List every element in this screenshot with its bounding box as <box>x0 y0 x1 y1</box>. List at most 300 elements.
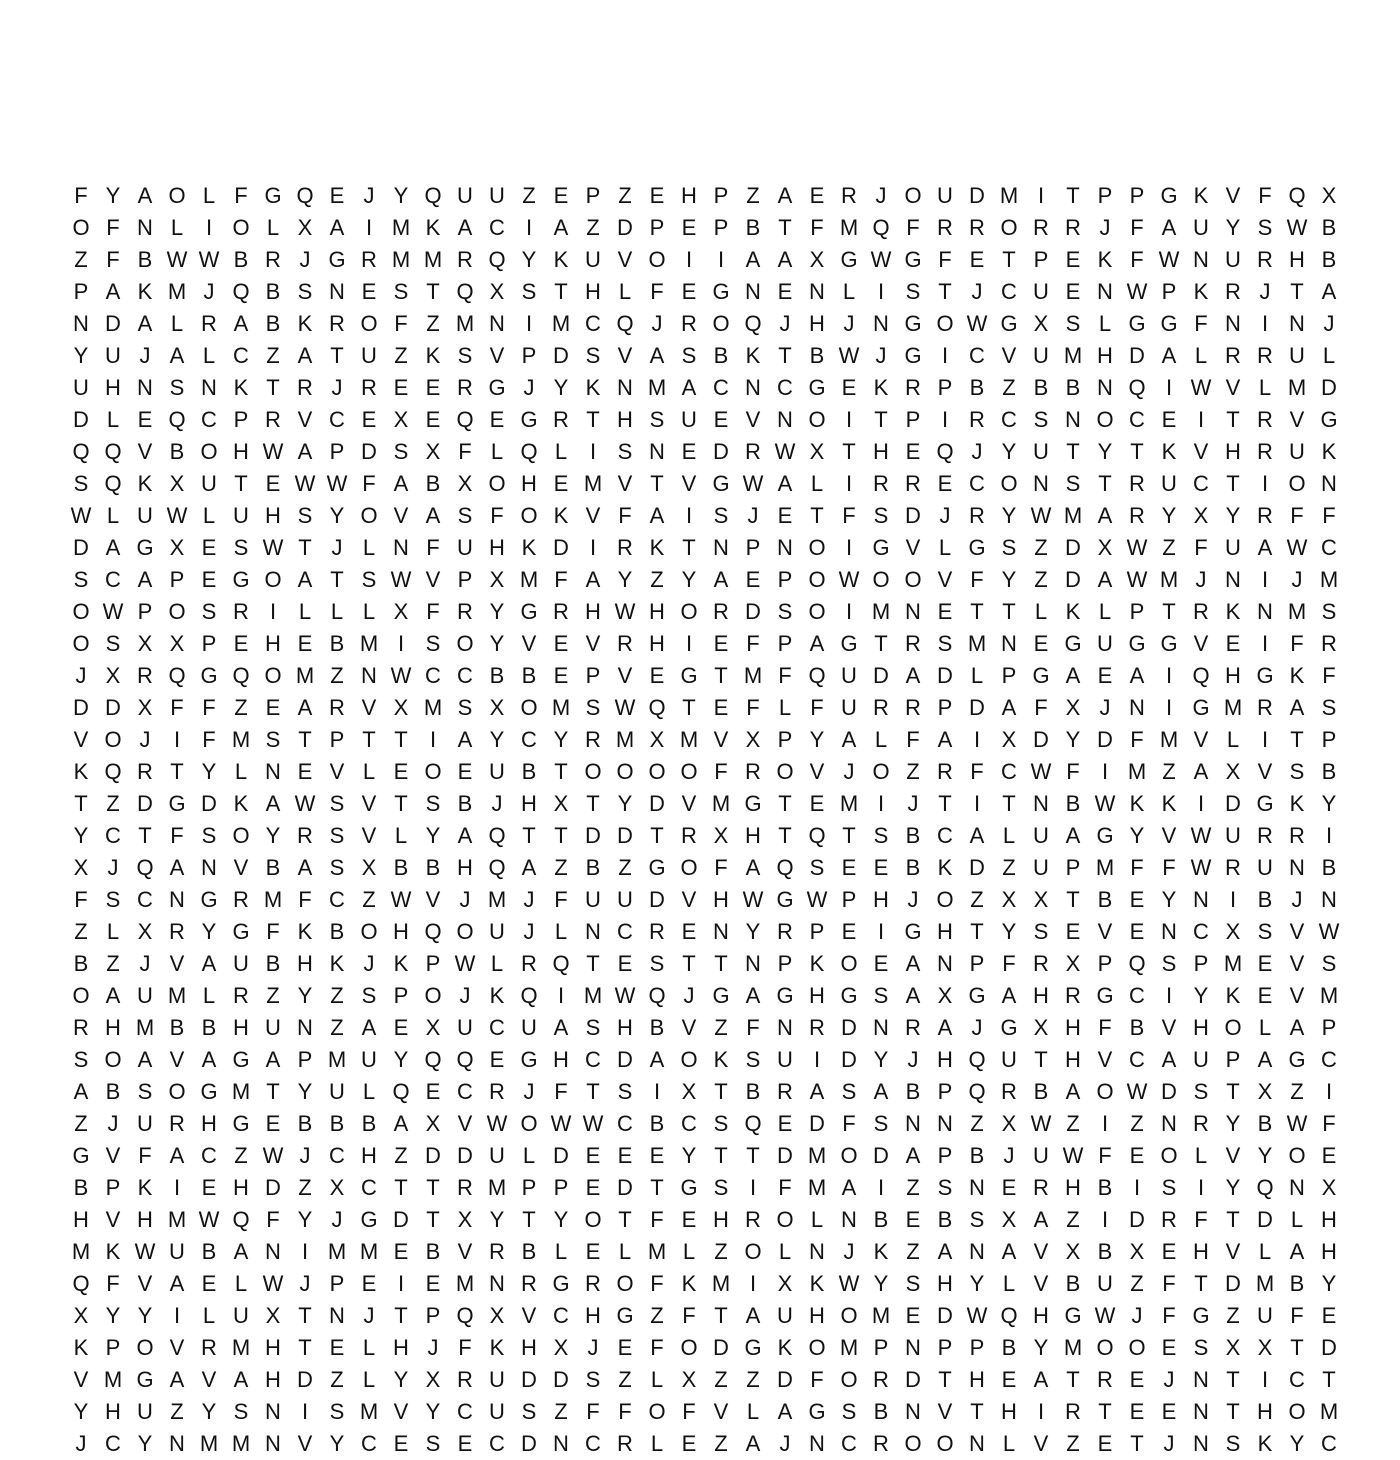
letter-cell[interactable]: J <box>139 951 151 976</box>
letter-cell[interactable]: R <box>1321 631 1337 656</box>
letter-cell[interactable]: L <box>202 983 216 1008</box>
letter-cell[interactable]: B <box>1257 887 1273 912</box>
letter-cell[interactable]: O <box>360 503 378 528</box>
letter-cell[interactable]: E <box>937 599 953 624</box>
letter-cell[interactable]: A <box>457 215 473 240</box>
letter-cell[interactable]: R <box>1001 1079 1017 1104</box>
letter-cell[interactable]: S <box>873 823 889 848</box>
letter-cell[interactable]: I <box>365 215 373 240</box>
letter-cell[interactable]: T <box>1130 1431 1144 1456</box>
letter-cell[interactable]: D <box>873 663 889 688</box>
letter-cell[interactable]: L <box>1098 311 1112 336</box>
letter-cell[interactable]: G <box>328 247 346 272</box>
letter-cell[interactable]: M <box>647 1239 667 1264</box>
letter-cell[interactable]: B <box>361 1111 377 1136</box>
letter-cell[interactable]: X <box>1001 727 1017 752</box>
letter-cell[interactable]: G <box>168 791 186 816</box>
letter-cell[interactable]: G <box>808 375 826 400</box>
letter-cell[interactable]: O <box>936 887 954 912</box>
letter-cell[interactable]: R <box>1257 343 1273 368</box>
letter-cell[interactable]: H <box>809 1303 825 1328</box>
letter-cell[interactable]: L <box>362 759 376 784</box>
letter-cell[interactable]: Y <box>425 1399 441 1424</box>
letter-cell[interactable]: J <box>1259 279 1271 304</box>
letter-cell[interactable]: Z <box>426 311 440 336</box>
letter-cell[interactable]: I <box>173 1303 181 1328</box>
letter-cell[interactable]: K <box>937 855 953 880</box>
letter-cell[interactable]: D <box>809 1111 825 1136</box>
letter-cell[interactable]: A <box>553 1015 569 1040</box>
letter-cell[interactable]: R <box>1129 503 1145 528</box>
letter-cell[interactable]: O <box>712 311 730 336</box>
letter-cell[interactable]: Z <box>554 1399 568 1424</box>
letter-cell[interactable]: L <box>522 1143 536 1168</box>
letter-cell[interactable]: F <box>362 471 376 496</box>
letter-cell[interactable]: Y <box>297 1207 313 1232</box>
letter-cell[interactable]: N <box>489 1271 505 1296</box>
letter-cell[interactable]: A <box>905 983 921 1008</box>
letter-cell[interactable]: Z <box>906 1175 920 1200</box>
letter-cell[interactable]: V <box>1001 343 1017 368</box>
letter-cell[interactable]: I <box>941 407 949 432</box>
letter-cell[interactable]: X <box>265 1303 281 1328</box>
letter-cell[interactable]: A <box>1321 279 1337 304</box>
letter-cell[interactable]: W <box>742 471 764 496</box>
letter-cell[interactable]: A <box>1289 695 1305 720</box>
letter-cell[interactable]: C <box>1321 535 1337 560</box>
letter-cell[interactable]: H <box>617 407 633 432</box>
letter-cell[interactable]: O <box>72 983 90 1008</box>
letter-cell[interactable]: A <box>745 983 761 1008</box>
letter-cell[interactable]: S <box>585 1367 601 1392</box>
letter-cell[interactable]: D <box>73 695 89 720</box>
letter-cell[interactable]: V <box>1193 727 1209 752</box>
letter-cell[interactable]: V <box>1289 983 1305 1008</box>
letter-cell[interactable]: A <box>1257 1047 1273 1072</box>
letter-cell[interactable]: Z <box>970 1111 984 1136</box>
letter-cell[interactable]: E <box>1161 1399 1177 1424</box>
letter-cell[interactable]: S <box>905 279 921 304</box>
letter-cell[interactable]: X <box>73 855 89 880</box>
letter-cell[interactable]: V <box>73 1367 89 1392</box>
letter-cell[interactable]: Z <box>266 343 280 368</box>
letter-cell[interactable]: Z <box>554 855 568 880</box>
letter-cell[interactable]: F <box>298 887 312 912</box>
letter-cell[interactable]: B <box>809 343 825 368</box>
letter-cell[interactable]: A <box>841 1175 857 1200</box>
letter-cell[interactable]: L <box>554 1239 568 1264</box>
letter-cell[interactable]: S <box>1193 1335 1209 1360</box>
letter-cell[interactable]: E <box>905 1207 921 1232</box>
letter-cell[interactable]: Q <box>232 1207 250 1232</box>
letter-cell[interactable]: C <box>457 663 473 688</box>
letter-cell[interactable]: S <box>745 1047 761 1072</box>
letter-cell[interactable]: P <box>937 695 953 720</box>
letter-cell[interactable]: I <box>1165 663 1173 688</box>
letter-cell[interactable]: N <box>745 279 761 304</box>
letter-cell[interactable]: G <box>1160 631 1178 656</box>
letter-cell[interactable]: U <box>457 535 473 560</box>
letter-cell[interactable]: F <box>842 503 856 528</box>
letter-cell[interactable]: S <box>841 1399 857 1424</box>
letter-cell[interactable]: V <box>201 1367 217 1392</box>
letter-cell[interactable]: D <box>201 791 217 816</box>
letter-cell[interactable]: W <box>838 1271 860 1296</box>
letter-cell[interactable]: V <box>521 631 537 656</box>
letter-cell[interactable]: V <box>617 343 633 368</box>
letter-cell[interactable]: T <box>778 823 792 848</box>
letter-cell[interactable]: J <box>491 791 503 816</box>
letter-cell[interactable]: O <box>808 599 826 624</box>
letter-cell[interactable]: B <box>393 855 409 880</box>
letter-cell[interactable]: R <box>361 375 377 400</box>
letter-cell[interactable]: X <box>393 599 409 624</box>
letter-cell[interactable]: L <box>362 535 376 560</box>
letter-cell[interactable]: B <box>873 1399 889 1424</box>
letter-cell[interactable]: B <box>201 1015 217 1040</box>
letter-cell[interactable]: M <box>359 1239 379 1264</box>
letter-cell[interactable]: D <box>553 1143 569 1168</box>
letter-cell[interactable]: R <box>297 823 313 848</box>
letter-cell[interactable]: S <box>1321 951 1337 976</box>
letter-cell[interactable]: S <box>297 503 313 528</box>
letter-cell[interactable]: Q <box>456 1303 474 1328</box>
letter-cell[interactable]: R <box>1257 503 1273 528</box>
letter-cell[interactable]: D <box>649 791 665 816</box>
letter-cell[interactable]: T <box>1226 471 1240 496</box>
letter-cell[interactable]: E <box>1001 1175 1017 1200</box>
letter-cell[interactable]: O <box>936 1431 954 1456</box>
letter-cell[interactable]: V <box>681 791 697 816</box>
letter-cell[interactable]: R <box>1097 1367 1113 1392</box>
letter-cell[interactable]: K <box>425 215 441 240</box>
letter-cell[interactable]: M <box>583 983 603 1008</box>
letter-cell[interactable]: A <box>169 343 185 368</box>
letter-cell[interactable]: B <box>905 1079 921 1104</box>
letter-cell[interactable]: R <box>1257 407 1273 432</box>
letter-cell[interactable]: E <box>969 247 985 272</box>
letter-cell[interactable]: X <box>809 439 825 464</box>
letter-cell[interactable]: Y <box>1225 503 1241 528</box>
letter-cell[interactable]: J <box>779 1431 791 1456</box>
letter-cell[interactable]: A <box>297 343 313 368</box>
letter-cell[interactable]: X <box>649 727 665 752</box>
letter-cell[interactable]: D <box>873 1143 889 1168</box>
letter-cell[interactable]: E <box>457 759 473 784</box>
letter-cell[interactable]: G <box>840 631 858 656</box>
letter-cell[interactable]: X <box>489 695 505 720</box>
letter-cell[interactable]: K <box>1193 279 1209 304</box>
letter-cell[interactable]: O <box>168 183 186 208</box>
letter-cell[interactable]: Y <box>1001 503 1017 528</box>
letter-cell[interactable]: T <box>426 1207 440 1232</box>
letter-cell[interactable]: O <box>808 407 826 432</box>
letter-cell[interactable]: S <box>1321 599 1337 624</box>
letter-cell[interactable]: I <box>1101 1207 1109 1232</box>
letter-cell[interactable]: E <box>1321 1303 1337 1328</box>
letter-cell[interactable]: E <box>937 471 953 496</box>
letter-cell[interactable]: V <box>105 1143 121 1168</box>
letter-cell[interactable]: A <box>1065 823 1081 848</box>
letter-cell[interactable]: W <box>326 471 348 496</box>
letter-cell[interactable]: H <box>1321 1207 1337 1232</box>
letter-cell[interactable]: D <box>1129 343 1145 368</box>
letter-cell[interactable]: I <box>173 1175 181 1200</box>
letter-cell[interactable]: U <box>1193 1047 1209 1072</box>
letter-cell[interactable]: O <box>648 759 666 784</box>
letter-cell[interactable]: T <box>266 375 280 400</box>
letter-cell[interactable]: E <box>713 407 729 432</box>
letter-cell[interactable]: R <box>489 1239 505 1264</box>
letter-cell[interactable]: A <box>1129 663 1145 688</box>
letter-cell[interactable]: W <box>1062 1143 1084 1168</box>
letter-cell[interactable]: T <box>330 567 344 592</box>
letter-cell[interactable]: M <box>1063 503 1083 528</box>
letter-cell[interactable]: H <box>105 1399 121 1424</box>
letter-cell[interactable]: C <box>1193 919 1209 944</box>
letter-cell[interactable]: E <box>809 183 825 208</box>
letter-cell[interactable]: E <box>1225 631 1241 656</box>
letter-cell[interactable]: C <box>329 1143 345 1168</box>
letter-cell[interactable]: H <box>585 1303 601 1328</box>
letter-cell[interactable]: R <box>1033 215 1049 240</box>
letter-cell[interactable]: E <box>201 1175 217 1200</box>
letter-cell[interactable]: D <box>617 1047 633 1072</box>
letter-cell[interactable]: B <box>329 1111 345 1136</box>
letter-cell[interactable]: K <box>425 343 441 368</box>
letter-cell[interactable]: Z <box>1130 1111 1144 1136</box>
letter-cell[interactable]: W <box>166 247 188 272</box>
letter-cell[interactable]: N <box>1193 887 1209 912</box>
letter-cell[interactable]: A <box>105 535 121 560</box>
letter-cell[interactable]: F <box>906 727 920 752</box>
letter-cell[interactable]: U <box>489 1399 505 1424</box>
letter-cell[interactable]: P <box>1321 1015 1337 1040</box>
letter-cell[interactable]: H <box>265 1335 281 1360</box>
letter-cell[interactable]: S <box>521 1399 537 1424</box>
letter-cell[interactable]: J <box>203 279 215 304</box>
letter-cell[interactable]: S <box>681 343 697 368</box>
letter-cell[interactable]: F <box>1130 855 1144 880</box>
letter-cell[interactable]: P <box>297 1047 313 1072</box>
letter-cell[interactable]: Q <box>808 823 826 848</box>
letter-cell[interactable]: R <box>1065 983 1081 1008</box>
letter-cell[interactable]: I <box>397 1271 405 1296</box>
letter-cell[interactable]: J <box>299 247 311 272</box>
letter-cell[interactable]: M <box>551 311 571 336</box>
letter-cell[interactable]: E <box>777 1111 793 1136</box>
letter-cell[interactable]: J <box>939 503 951 528</box>
letter-cell[interactable]: P <box>1161 279 1177 304</box>
letter-cell[interactable]: V <box>457 1239 473 1264</box>
letter-cell[interactable]: V <box>1257 759 1273 784</box>
letter-cell[interactable]: J <box>971 1015 983 1040</box>
letter-cell[interactable]: F <box>202 695 216 720</box>
letter-cell[interactable]: G <box>520 1047 538 1072</box>
letter-cell[interactable]: N <box>1193 1431 1209 1456</box>
letter-cell[interactable]: U <box>361 1047 377 1072</box>
letter-cell[interactable]: F <box>1130 247 1144 272</box>
letter-cell[interactable]: H <box>265 631 281 656</box>
letter-cell[interactable]: E <box>425 407 441 432</box>
letter-cell[interactable]: V <box>1289 919 1305 944</box>
letter-cell[interactable]: A <box>297 855 313 880</box>
letter-cell[interactable]: A <box>1161 1047 1177 1072</box>
letter-cell[interactable]: S <box>329 791 345 816</box>
letter-cell[interactable]: N <box>169 1431 185 1456</box>
letter-cell[interactable]: X <box>393 695 409 720</box>
letter-cell[interactable]: P <box>777 951 793 976</box>
letter-cell[interactable]: E <box>905 439 921 464</box>
letter-cell[interactable]: A <box>1033 1207 1049 1232</box>
letter-cell[interactable]: B <box>1129 1015 1145 1040</box>
letter-cell[interactable]: T <box>554 823 568 848</box>
letter-cell[interactable]: R <box>1065 215 1081 240</box>
letter-cell[interactable]: F <box>1098 1143 1112 1168</box>
letter-cell[interactable]: K <box>585 375 601 400</box>
letter-cell[interactable]: L <box>1258 375 1272 400</box>
letter-cell[interactable]: H <box>457 855 473 880</box>
letter-cell[interactable]: E <box>553 631 569 656</box>
letter-cell[interactable]: V <box>233 855 249 880</box>
letter-cell[interactable]: Q <box>72 1271 90 1296</box>
letter-cell[interactable]: D <box>841 1015 857 1040</box>
letter-cell[interactable]: U <box>489 759 505 784</box>
letter-cell[interactable]: G <box>968 535 986 560</box>
letter-cell[interactable]: A <box>233 1367 249 1392</box>
letter-cell[interactable]: O <box>520 503 538 528</box>
letter-cell[interactable]: T <box>1226 407 1240 432</box>
letter-cell[interactable]: S <box>713 1175 729 1200</box>
letter-cell[interactable]: I <box>429 727 437 752</box>
letter-cell[interactable]: X <box>425 1015 441 1040</box>
letter-cell[interactable]: F <box>970 759 984 784</box>
letter-cell[interactable]: L <box>330 599 344 624</box>
letter-cell[interactable]: X <box>553 1335 569 1360</box>
letter-cell[interactable]: M <box>487 887 507 912</box>
letter-cell[interactable]: H <box>361 1143 377 1168</box>
letter-cell[interactable]: A <box>777 471 793 496</box>
letter-cell[interactable]: K <box>1225 983 1241 1008</box>
letter-cell[interactable]: U <box>105 343 121 368</box>
letter-cell[interactable]: F <box>266 919 280 944</box>
letter-cell[interactable]: O <box>456 631 474 656</box>
letter-cell[interactable]: J <box>363 951 375 976</box>
letter-cell[interactable]: D <box>1129 1207 1145 1232</box>
letter-cell[interactable]: H <box>1001 1399 1017 1424</box>
letter-cell[interactable]: Z <box>234 695 248 720</box>
letter-cell[interactable]: E <box>393 1015 409 1040</box>
letter-cell[interactable]: A <box>1033 1367 1049 1392</box>
letter-cell[interactable]: A <box>1161 343 1177 368</box>
letter-cell[interactable]: S <box>425 1431 441 1456</box>
letter-cell[interactable]: J <box>683 983 695 1008</box>
letter-cell[interactable]: Q <box>1128 375 1146 400</box>
letter-cell[interactable]: B <box>521 663 537 688</box>
letter-cell[interactable]: W <box>1286 535 1308 560</box>
letter-cell[interactable]: M <box>711 791 731 816</box>
letter-cell[interactable]: S <box>457 503 473 528</box>
letter-cell[interactable]: I <box>397 631 405 656</box>
letter-cell[interactable]: U <box>137 503 153 528</box>
letter-cell[interactable]: S <box>617 439 633 464</box>
letter-cell[interactable]: X <box>1225 1335 1241 1360</box>
letter-cell[interactable]: M <box>231 1079 251 1104</box>
letter-cell[interactable]: T <box>970 919 984 944</box>
letter-cell[interactable]: U <box>585 887 601 912</box>
letter-cell[interactable]: N <box>809 1239 825 1264</box>
letter-cell[interactable]: D <box>73 407 89 432</box>
letter-cell[interactable]: E <box>425 375 441 400</box>
letter-cell[interactable]: Q <box>424 1047 442 1072</box>
letter-cell[interactable]: J <box>75 663 87 688</box>
letter-cell[interactable]: X <box>553 791 569 816</box>
letter-cell[interactable]: O <box>1096 1079 1114 1104</box>
letter-cell[interactable]: T <box>1066 887 1080 912</box>
letter-cell[interactable]: V <box>1033 1431 1049 1456</box>
letter-cell[interactable]: S <box>233 1399 249 1424</box>
letter-cell[interactable]: A <box>1001 695 1017 720</box>
letter-cell[interactable]: R <box>521 1271 537 1296</box>
letter-cell[interactable]: R <box>457 1367 473 1392</box>
letter-cell[interactable]: F <box>650 1207 664 1232</box>
letter-cell[interactable]: U <box>521 1015 537 1040</box>
letter-cell[interactable]: Z <box>330 1015 344 1040</box>
letter-cell[interactable]: F <box>938 247 952 272</box>
letter-cell[interactable]: N <box>329 279 345 304</box>
letter-cell[interactable]: J <box>651 311 663 336</box>
letter-cell[interactable]: S <box>649 407 665 432</box>
letter-cell[interactable]: A <box>713 567 729 592</box>
letter-cell[interactable]: G <box>72 1143 90 1168</box>
letter-cell[interactable]: V <box>1225 1143 1241 1168</box>
letter-cell[interactable]: I <box>1037 1399 1045 1424</box>
letter-cell[interactable]: E <box>681 439 697 464</box>
letter-cell[interactable]: F <box>74 183 88 208</box>
letter-cell[interactable]: F <box>106 1271 120 1296</box>
letter-cell[interactable]: R <box>905 631 921 656</box>
letter-cell[interactable]: Q <box>648 983 666 1008</box>
letter-cell[interactable]: P <box>393 983 409 1008</box>
letter-cell[interactable]: G <box>1064 631 1082 656</box>
letter-cell[interactable]: W <box>486 1111 508 1136</box>
letter-cell[interactable]: E <box>585 1175 601 1200</box>
letter-cell[interactable]: I <box>1325 823 1333 848</box>
letter-cell[interactable]: U <box>1225 823 1241 848</box>
letter-cell[interactable]: C <box>361 1175 377 1200</box>
letter-cell[interactable]: S <box>713 503 729 528</box>
letter-cell[interactable]: A <box>265 791 281 816</box>
letter-cell[interactable]: B <box>873 1207 889 1232</box>
letter-cell[interactable]: M <box>1095 855 1115 880</box>
letter-cell[interactable]: S <box>873 1111 889 1136</box>
letter-cell[interactable]: L <box>554 919 568 944</box>
letter-cell[interactable]: Z <box>1002 855 1016 880</box>
letter-cell[interactable]: O <box>1000 215 1018 240</box>
letter-cell[interactable]: U <box>777 1303 793 1328</box>
letter-cell[interactable]: U <box>1097 1271 1113 1296</box>
letter-cell[interactable]: V <box>617 247 633 272</box>
letter-cell[interactable]: R <box>617 631 633 656</box>
letter-cell[interactable]: J <box>427 1335 439 1360</box>
letter-cell[interactable]: O <box>808 535 826 560</box>
letter-cell[interactable]: B <box>745 215 761 240</box>
letter-cell[interactable]: G <box>904 311 922 336</box>
letter-cell[interactable]: U <box>1033 823 1049 848</box>
letter-cell[interactable]: X <box>809 247 825 272</box>
letter-cell[interactable]: N <box>201 375 217 400</box>
letter-cell[interactable]: G <box>712 983 730 1008</box>
